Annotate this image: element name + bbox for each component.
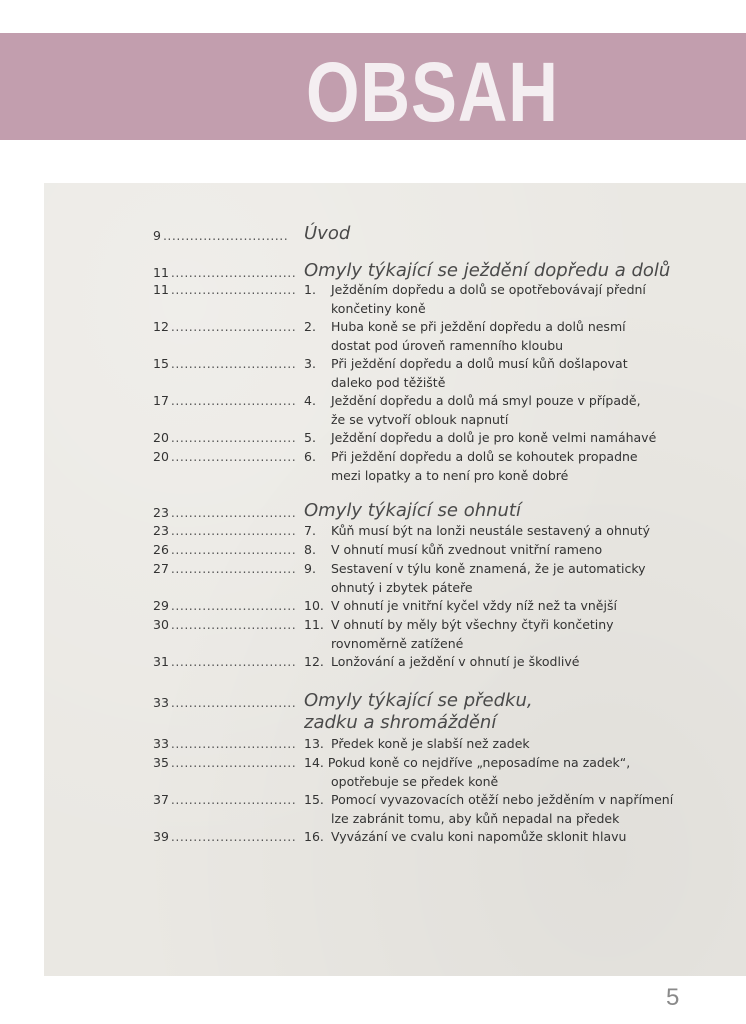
toc-page-number — [153, 318, 297, 337]
item-index: 11. — [304, 617, 324, 632]
page-num: 33 — [153, 695, 169, 710]
page-num: 35 — [153, 755, 169, 770]
item-title-line: V ohnutí by měly být všechny čtyři končetiny — [331, 617, 614, 632]
toc-page-number — [153, 616, 297, 635]
item-title — [331, 522, 711, 541]
item-title-line: Pomocí vyvazovacích otěží nebo ježděním v napřímení — [331, 792, 674, 807]
page-num: 11 — [153, 265, 169, 280]
page-num: 23 — [153, 523, 169, 538]
leader-dots: ............................ — [170, 617, 297, 632]
leader-dots: ............................ — [170, 736, 297, 751]
leader-dots: ............................ — [170, 319, 297, 334]
item-index: 10. — [304, 598, 324, 613]
item-title-line: Sestavení v týlu koně znamená, že je automaticky — [331, 561, 646, 576]
item-title — [331, 355, 711, 392]
item-title — [331, 735, 711, 754]
item-title-line: Lonžování a ježdění v ohnutí je škodlivé — [331, 654, 580, 669]
item-title-line: Předek koně je slabší než zadek — [331, 736, 530, 751]
item-title-line: mezi lopatky a to není pro koně dobré — [331, 467, 569, 483]
section-title — [304, 260, 724, 282]
toc-page-number — [153, 541, 297, 560]
toc-page-number — [153, 227, 289, 246]
leader-dots: ............................ — [170, 654, 297, 669]
section-title — [304, 690, 724, 734]
item-title — [331, 281, 711, 318]
item-title — [331, 541, 711, 560]
leader-dots: ............................ — [170, 561, 297, 576]
item-title — [331, 791, 711, 828]
item-title-line: daleko pod těžiště — [331, 374, 446, 390]
page-num: 15 — [153, 356, 169, 371]
toc-page-number — [153, 754, 297, 773]
page-num: 20 — [153, 449, 169, 464]
item-title-line: rovnoměrně zatížené — [331, 635, 464, 651]
section-title-line: Omyly týkající se ohnutí — [304, 500, 521, 521]
page-num: 11 — [153, 282, 169, 297]
leader-dots: ............................ — [170, 282, 297, 297]
item-title-line: Při ježdění dopředu a dolů musí kůň došlapovat — [331, 356, 628, 371]
item-title-line: opotřebuje se předek koně — [331, 773, 499, 789]
item-index: 4. — [304, 393, 316, 408]
toc-page-number — [153, 448, 297, 467]
item-title — [331, 653, 711, 672]
section-title-line: Omyly týkající se předku, — [304, 690, 533, 711]
item-index: 7. — [304, 523, 316, 538]
toc-page-number — [153, 392, 297, 411]
item-title-line: Ježděním dopředu a dolů se opotřebovávají přední — [331, 282, 646, 297]
item-title — [331, 392, 711, 429]
item-title — [331, 754, 711, 791]
page-num: 9 — [153, 228, 161, 243]
item-title-line: Při ježdění dopředu a dolů se kohoutek propadne — [331, 449, 638, 464]
toc-page-number — [153, 355, 297, 374]
page-num: 20 — [153, 430, 169, 445]
item-title — [331, 828, 711, 847]
item-title-line: V ohnutí musí kůň zvednout vnitřní rameno — [331, 542, 603, 557]
section-title — [304, 500, 724, 522]
item-title-line: Huba koně se při ježdění dopředu a dolů nesmí — [331, 319, 626, 334]
leader-dots: ............................ — [170, 265, 297, 280]
item-index: 9. — [304, 561, 316, 576]
toc-page-number — [153, 735, 297, 754]
item-title — [331, 616, 711, 653]
toc-page-number — [153, 597, 297, 616]
item-index: 8. — [304, 542, 316, 557]
leader-dots: ............................ — [170, 792, 297, 807]
item-title-line: ohnutý i zbytek páteře — [331, 579, 473, 595]
toc-page-number — [153, 504, 297, 523]
item-index: 16. — [304, 829, 324, 844]
toc-page-number — [153, 653, 297, 672]
toc-page-number — [153, 264, 297, 283]
item-title-line: Vyvázání ve cvalu koni napomůže sklonit hlavu — [331, 829, 627, 844]
page-num: 33 — [153, 736, 169, 751]
item-title — [331, 560, 711, 597]
page-num: 31 — [153, 654, 169, 669]
page-num: 27 — [153, 561, 169, 576]
leader-dots: ............................ — [170, 829, 297, 844]
leader-dots: ............................ — [170, 393, 297, 408]
leader-dots: ............................ — [170, 356, 297, 371]
item-title-line — [331, 754, 711, 773]
toc-page-number — [153, 560, 297, 579]
page-title: OBSAH — [306, 45, 559, 139]
page-num: 26 — [153, 542, 169, 557]
toc-page-number — [153, 429, 297, 448]
item-title — [331, 429, 711, 448]
toc-page-number — [153, 694, 297, 713]
item-index: 14. Pokud koně co nejdříve „neposadíme na zadek“, — [304, 755, 631, 770]
item-title-line: V ohnutí je vnitřní kyčel vždy níž než ta vnější — [331, 598, 617, 613]
item-index: 6. — [304, 449, 316, 464]
page-num: 29 — [153, 598, 169, 613]
section-title-line: Omyly týkající se ježdění dopředu a dolů — [304, 260, 671, 281]
item-title-line: lze zabránit tomu, aby kůň nepadal na předek — [331, 810, 620, 826]
item-index: 5. — [304, 430, 316, 445]
section-title-line: zadku a shromáždění — [304, 712, 497, 733]
toc-page-number — [153, 828, 297, 847]
leader-dots: ............................ — [170, 430, 297, 445]
page-num: 23 — [153, 505, 169, 520]
page-num: 17 — [153, 393, 169, 408]
item-title-line: Kůň musí být na lonži neustále sestavený a ohnutý — [331, 523, 651, 538]
item-index: 1. — [304, 282, 316, 297]
toc-page-number — [153, 791, 297, 810]
page-num: 30 — [153, 617, 169, 632]
leader-dots: ............................ — [170, 598, 297, 613]
item-index: 12. — [304, 654, 324, 669]
page-number: 5 — [666, 984, 680, 1011]
leader-dots: ............................ — [170, 505, 297, 520]
leader-dots: ............................ — [170, 542, 297, 557]
section-title-line: Úvod — [304, 223, 351, 244]
item-index: 13. — [304, 736, 324, 751]
leader-dots: ............................ — [170, 755, 297, 770]
item-index: 3. — [304, 356, 316, 371]
item-title — [331, 318, 711, 355]
item-title — [331, 597, 711, 616]
page-num: 39 — [153, 829, 169, 844]
item-index: 15. — [304, 792, 324, 807]
item-title-line: Ježdění dopředu a dolů má smyl pouze v případě, — [331, 393, 641, 408]
toc-page-number — [153, 281, 297, 300]
item-title-line: že se vytvoří oblouk napnutí — [331, 411, 509, 427]
leader-dots: ............................ — [170, 523, 297, 538]
item-title-line: končetiny koně — [331, 300, 426, 316]
item-title-line: dostat pod úroveň ramenního kloubu — [331, 337, 564, 353]
item-index: 2. — [304, 319, 316, 334]
leader-dots: ............................ — [170, 695, 297, 710]
toc-page-number — [153, 522, 297, 541]
page-num: 37 — [153, 792, 169, 807]
leader-dots: ............................ — [170, 449, 297, 464]
section-title — [304, 223, 724, 245]
leader-dots: ............................ — [162, 228, 289, 243]
item-title — [331, 448, 711, 485]
page-num: 12 — [153, 319, 169, 334]
item-title-line: Ježdění dopředu a dolů je pro koně velmi namáhavé — [331, 430, 657, 445]
